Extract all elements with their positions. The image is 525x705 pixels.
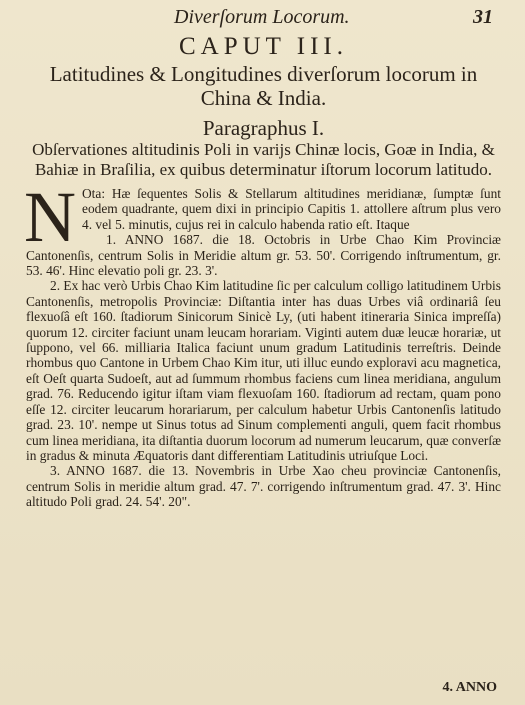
catchword: 4. ANNO bbox=[442, 680, 497, 695]
chapter-title: Latitudines & Longitudines diverſorum locorum in China & India. bbox=[49, 62, 478, 110]
intro-text: Ota: Hæ ſequentes Solis & Stellarum altitudines meridianæ, ſumptæ ſunt eodem quadrante, quem dixi in principio Capitis 1. attollere aſtrum plus vero 4. vel 5. minutis, cujus rei in calculo habenda ratio eſt. Itaque bbox=[82, 186, 501, 232]
running-title: Diverſorum Locorum. bbox=[174, 6, 350, 28]
page-number: 31 bbox=[473, 6, 493, 28]
paragraph-heading: Paragraphus I. bbox=[202, 116, 325, 140]
chapter-number: CAPUT III. bbox=[179, 33, 348, 60]
entry-3: 3. ANNO 1687. die 13. Novembris in Urbe Xao cheu provinciæ Cantonenſis, centrum Solis in meridie altum grad. 47. 7'. corrigendo inſtrumentum grad. 47. 3'. Hinc altitudo Poli grad. 24. 54'. 20". bbox=[26, 463, 501, 510]
running-head bbox=[26, 4, 501, 30]
entry-2: 2. Ex hac verò Urbis Chao Kim latitudine ſic per calculum colligo latitudinem Urbis Cantonenſis, metropolis Provinciæ: Diſtantia inter has duas Urbes viâ ordinariâ ſeu flexuoſâ eſt 160. ſtadiorum Sinicorum Sinicè Ly, (uti habent itineraria Sinica impreſſa) quorum 12. circiter faciunt unam leucam horariam. Viginti autem duæ leucæ horariæ, ut ſuppono, vel 66. milliaria Italica faciunt unum gradum Latitudinis terreſtris. Deinde rhombus quo Cantone in Urbem Chao Kim itur, uti illuc eundo exploravi acu magnetica, eſt Oeſt quarta Sudoeſt, aut ad ſummum rhombus faciens cum linea meridiana, angulum grad. 76. Reducendo igitur iſtam viam flexuoſam 160. ſtadiorum ad rectam, quam pono eſſe 12. circiter leucarum horariarum, per calculum habetur Urbis Cantonenſis latitudo grad. 23. 10'. nempe ut Sinus totus ad Sinum complementi anguli, quem facit rhombus cum linea meridiana, ita diſtantia duorum locorum ad numerum leucarum, quæ converſæ in gradus & minuta Æquatoris dant differentiam Latitudinis utriuſque Loci. bbox=[26, 278, 501, 463]
observation-entries bbox=[26, 232, 501, 509]
paragraph-title: Obſervationes altitudinis Poli in varijs Chinæ locis, Goæ in India, & Bahiæ in Braſilia, ex quibus determinatur iſtorum locorum latitudo. bbox=[32, 140, 495, 179]
entry-1: 1. ANNO 1687. die 18. Octobris in Urbe Chao Kim Provinciæ Cantonenſis, centrum Solis in Meridie altum gr. 53. 50'. Corrigendo inſtrumentum, gr. 53. 46'. Hinc elevatio poli gr. 23. 3'. bbox=[26, 232, 501, 279]
drop-cap: N bbox=[24, 177, 76, 257]
